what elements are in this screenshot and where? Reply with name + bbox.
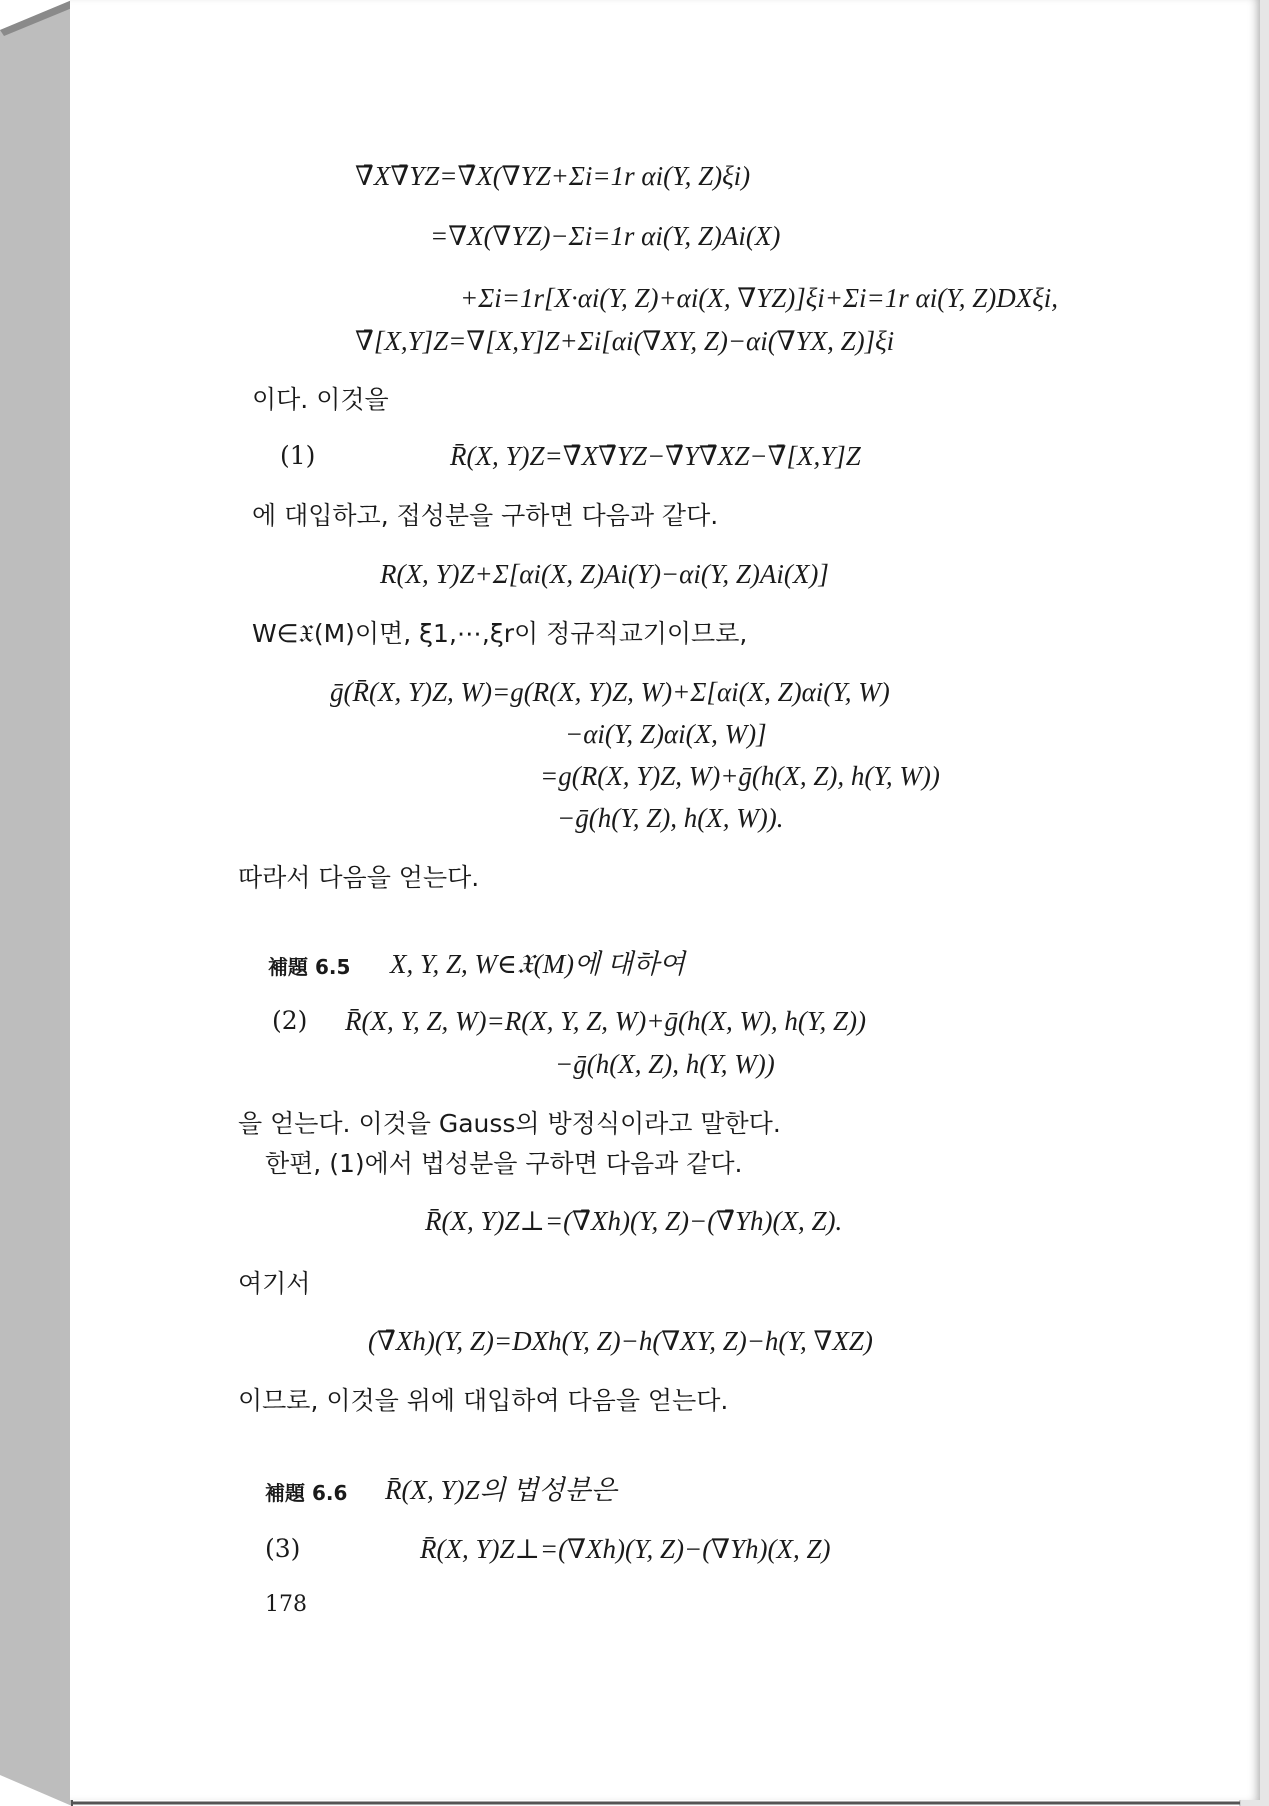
equation-2: R̄(X, Y, Z, W)=R(X, Y, Z, W)+ḡ(h(X, W), h(Y, Z)) bbox=[345, 1006, 866, 1036]
lemma-label: 補題 6.5 bbox=[268, 955, 351, 979]
lemma-label: 補題 6.6 bbox=[265, 1481, 348, 1505]
text-line: 한편, (1)에서 법성분을 구하면 다음과 같다. bbox=[265, 1149, 743, 1178]
equation-number-2: (2) bbox=[272, 1006, 308, 1035]
equation-line: −αi(Y, Z)αi(X, W)] bbox=[565, 719, 767, 749]
text-line: 따라서 다음을 얻는다. bbox=[238, 863, 480, 892]
text-line: 에 대입하고, 접성분을 구하면 다음과 같다. bbox=[252, 501, 719, 530]
text-line: 을 얻는다. 이것을 Gauss의 방정식이라고 말한다. bbox=[238, 1109, 781, 1138]
page-number: 178 bbox=[265, 1592, 307, 1617]
equation-line: ḡ(R̄(X, Y)Z, W)=g(R(X, Y)Z, W)+Σ[αi(X, Z)αi(Y, W) bbox=[330, 677, 890, 707]
equation-3: R̄(X, Y)Z⊥=(∇Xh)(Y, Z)−(∇Yh)(X, Z) bbox=[420, 1534, 831, 1564]
equation-number-1: (1) bbox=[280, 441, 316, 470]
equation-line: R(X, Y)Z+Σ[αi(X, Z)Ai(Y)−αi(Y, Z)Ai(X)] bbox=[380, 559, 829, 589]
equation-line: −ḡ(h(Y, Z), h(X, W)). bbox=[557, 803, 784, 833]
equation-line-2: =∇X(∇YZ)−Σi=1r αi(Y, Z)Ai(X) bbox=[430, 221, 781, 251]
lemma-statement: R̄(X, Y)Z의 법성분은 bbox=[385, 1475, 617, 1505]
equation-line-3: +Σi=1r[X·αi(Y, Z)+αi(X, ∇YZ)]ξi+Σi=1r αi(Y, Z)DXξi, bbox=[460, 283, 1059, 313]
text-line: 여기서 bbox=[238, 1269, 311, 1298]
equation-1: R̄(X, Y)Z=∇̄X∇̄YZ−∇̄Y∇̄XZ−∇̄[X,Y]Z bbox=[450, 441, 861, 471]
text-line: 이다. 이것을 bbox=[252, 385, 389, 414]
text-line: 이므로, 이것을 위에 대입하여 다음을 얻는다. bbox=[238, 1386, 729, 1415]
equation-number-3: (3) bbox=[265, 1534, 301, 1563]
equation-line-1: ∇̄X∇̄YZ=∇̄X(∇YZ+Σi=1r αi(Y, Z)ξi) bbox=[355, 161, 751, 191]
lemma-statement: X, Y, Z, W∈𝔛(M)에 대하여 bbox=[390, 949, 686, 979]
equation-line: R̄(X, Y)Z⊥=(∇̄Xh)(Y, Z)−(∇̄Yh)(X, Z). bbox=[425, 1206, 843, 1236]
equation-2-continued: −ḡ(h(X, Z), h(Y, W)) bbox=[555, 1049, 775, 1079]
book-page bbox=[70, 0, 1260, 1800]
equation-line: =g(R(X, Y)Z, W)+ḡ(h(X, Z), h(Y, W)) bbox=[540, 761, 940, 791]
equation-line: (∇̄Xh)(Y, Z)=DXh(Y, Z)−h(∇XY, Z)−h(Y, ∇XZ) bbox=[368, 1326, 873, 1356]
text-line: W∈𝔛(M)이면, ξ1,⋯,ξr이 정규직교기이므로, bbox=[252, 619, 748, 648]
equation-line-4: ∇̄[X,Y]Z=∇[X,Y]Z+Σi[αi(∇XY, Z)−αi(∇YX, Z)]ξi bbox=[355, 326, 895, 356]
